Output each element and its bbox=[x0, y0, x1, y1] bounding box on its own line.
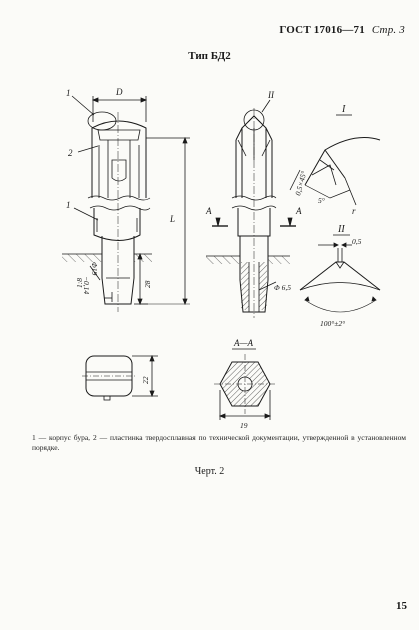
taper-label: 1:8 bbox=[75, 278, 84, 288]
page-number: 15 bbox=[396, 600, 407, 612]
dim-phi19-tol-label: −0,14 bbox=[82, 276, 91, 295]
section-A-A bbox=[214, 338, 276, 430]
dim-chamfer-label: 0,5×45° bbox=[293, 170, 309, 197]
type-title: Тип БД2 bbox=[188, 50, 231, 62]
front-view bbox=[62, 87, 190, 312]
figure-caption: 1 — корпус бура, 2 — пластинка твердосплавная по технической документации, утвержденной в установленном порядке. bbox=[32, 433, 406, 452]
dim-D-label: D bbox=[116, 87, 123, 97]
dim-05-label: 0,5 bbox=[352, 237, 362, 246]
detail-I bbox=[290, 104, 380, 216]
view-II-callout: II bbox=[268, 90, 274, 100]
detail-II bbox=[300, 224, 380, 328]
dim-L-label: L bbox=[170, 214, 176, 224]
angle-100-label: 100°±2° bbox=[320, 319, 346, 328]
callout-1-label: 1 bbox=[66, 88, 71, 98]
radius-label: r bbox=[352, 206, 356, 216]
callout-2-label: 2 bbox=[68, 148, 73, 158]
angle-5-label: 5° bbox=[318, 196, 325, 205]
dim-28-label: 28 bbox=[143, 280, 152, 288]
callout-1b-label: 1 bbox=[66, 200, 71, 210]
view-I-label: I bbox=[342, 104, 346, 115]
standard-number: ГОСТ 17016—71 bbox=[279, 24, 365, 36]
dim-phi65-label: Φ 6,5 bbox=[274, 283, 291, 292]
section-A-right: А bbox=[296, 206, 302, 216]
dim-19-label: 19 bbox=[240, 421, 248, 430]
dim-22-label: 22 bbox=[141, 376, 150, 384]
top-view bbox=[82, 356, 158, 400]
figure-number: Черт. 2 bbox=[194, 466, 225, 477]
sheet-number: Стр. 3 bbox=[371, 24, 405, 36]
section-A-left: А bbox=[206, 206, 212, 216]
side-view bbox=[205, 90, 302, 318]
dim-phi19-label: Φ19 bbox=[90, 262, 99, 276]
view-II-label: II bbox=[338, 224, 345, 235]
section-AA-label: А—А bbox=[234, 338, 253, 348]
